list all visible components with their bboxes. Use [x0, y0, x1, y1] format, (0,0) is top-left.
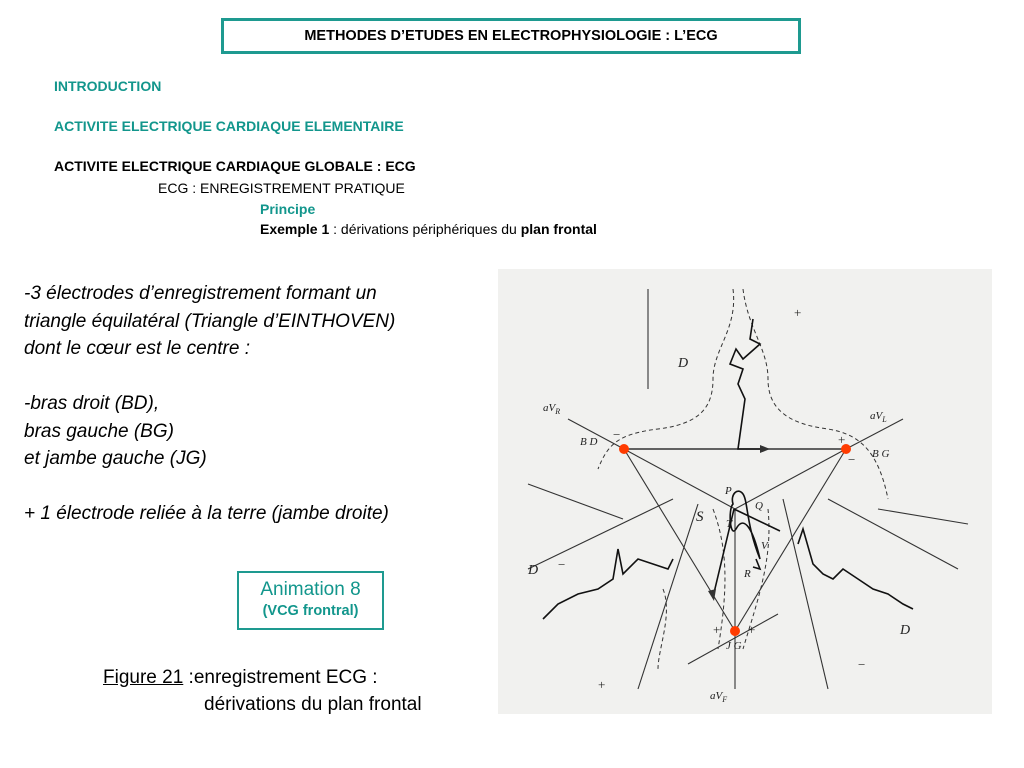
- lead-iii-line: [735, 449, 846, 631]
- hexaxial-bottom-2: [638, 504, 698, 689]
- svg-text:−: −: [613, 427, 621, 442]
- body-line-7: + 1 électrode reliée à la terre (jambe droite): [24, 503, 389, 524]
- animation-label: Animation 8: [260, 579, 361, 600]
- body-outline: [598, 289, 888, 669]
- right-trace: [798, 529, 913, 609]
- hexaxial-bottom-3: [688, 614, 778, 664]
- center-trace: [730, 319, 760, 449]
- lead-ii-line: [624, 449, 735, 631]
- d2-label: D: [528, 563, 539, 578]
- t-label: T: [726, 518, 733, 530]
- slide-title: METHODES D’ETUDES EN ELECTROPHYSIOLOGIE : L’ECG: [304, 28, 718, 44]
- electrode-description: [24, 280, 494, 528]
- mean-vector: [713, 509, 780, 597]
- outline-activite-elementaire: ACTIVITE ELECTRIQUE CARDIAQUE ELEMENTAIRE: [54, 118, 404, 134]
- vector-arrow: [753, 559, 760, 569]
- body-line-5: bras gauche (BG): [24, 420, 174, 442]
- figure-label: Figure 21: [103, 667, 184, 688]
- avl-label: $aV_L$: [870, 410, 887, 424]
- outline-enregistrement: ECG : ENREGISTREMENT PRATIQUE: [158, 180, 405, 196]
- animation-button[interactable]: [237, 571, 384, 630]
- r-label: R: [744, 568, 751, 580]
- s-label: S: [696, 509, 704, 525]
- body-line-1: -3 électrodes d’enregistrement formant un: [24, 283, 377, 304]
- body-line-4: -bras droit (BD),: [24, 393, 160, 414]
- d1-label: D: [678, 356, 689, 371]
- avr-axis: [624, 449, 735, 509]
- hexaxial-right-1: [828, 499, 958, 569]
- svg-text:+: +: [748, 622, 756, 637]
- hexaxial-left-1: [528, 484, 623, 519]
- body-line-2: triangle équilatéral (Triangle d’EINTHOVEN): [24, 310, 396, 332]
- body-line-6: et jambe gauche (JG): [24, 448, 207, 469]
- svg-text:+: +: [713, 622, 721, 637]
- svg-text:−: −: [558, 557, 566, 572]
- svg-text:+: +: [794, 305, 802, 320]
- svg-text:−: −: [858, 657, 866, 672]
- electrode-jg: [730, 626, 740, 636]
- outline-introduction: INTRODUCTION: [54, 78, 162, 94]
- outline-exemple: [260, 221, 597, 237]
- figure-caption: [103, 664, 422, 718]
- avf-label: $aV_F$: [710, 690, 728, 704]
- body-line-3: dont le cœur est le centre :: [24, 338, 250, 359]
- polarity-signs: [558, 305, 865, 692]
- svg-text:+: +: [838, 432, 846, 447]
- electrode-bd: [619, 444, 629, 454]
- lead-i-arrowhead: [760, 445, 770, 453]
- hexaxial-right-2: [878, 509, 968, 524]
- hexaxial-bottom-1: [783, 499, 828, 689]
- slide-title-box: [221, 18, 801, 54]
- einthoven-diagram: [498, 269, 992, 714]
- svg-text:+: +: [598, 677, 606, 692]
- svg-text:−: −: [848, 452, 856, 467]
- bd-label: B D: [580, 436, 598, 448]
- avl-axis-ext: [846, 419, 903, 449]
- caption-text-1: :enregistrement ECG :: [183, 667, 378, 688]
- mean-vector-arrowhead: [708, 589, 716, 601]
- q-label: Q: [755, 500, 763, 512]
- jg-label: J G: [726, 640, 742, 652]
- hexaxial-left-2: [528, 499, 673, 569]
- exemple-label: Exemple 1: [260, 221, 330, 237]
- exemple-text: : dérivations périphériques du: [329, 221, 521, 237]
- d3-label: D: [900, 623, 911, 638]
- outline-principe: Principe: [260, 201, 316, 217]
- exemple-bold: plan frontal: [520, 221, 597, 237]
- animation-sub: (VCG frontral): [262, 603, 359, 619]
- avr-label: $aV_R$: [543, 402, 561, 416]
- einthoven-figure: [498, 269, 992, 714]
- vf-label: V: [761, 540, 768, 552]
- caption-text-2: dérivations du plan frontal: [204, 694, 422, 715]
- outline-activite-globale: ACTIVITE ELECTRIQUE CARDIAQUE GLOBALE : ECG: [54, 158, 416, 174]
- bg-label: B G: [872, 448, 890, 460]
- p-label: P: [725, 485, 732, 497]
